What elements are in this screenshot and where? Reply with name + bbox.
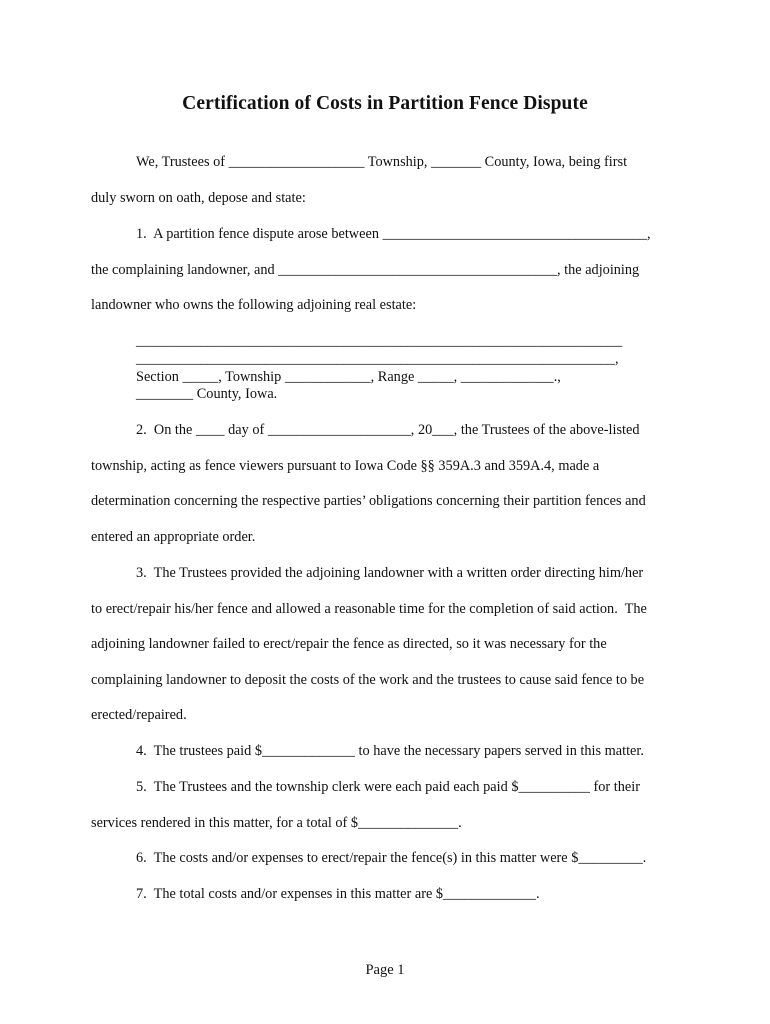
legal-description-line-2: ___________________________________________________________________,	[136, 351, 619, 367]
intro-line-2: duly sworn on oath, depose and state:	[91, 190, 306, 206]
paragraph-1-line-1: 1. A partition fence dispute arose between _____________________________________,	[136, 226, 651, 242]
intro-line-1: We, Trustees of ___________________ Township, _______ County, Iowa, being first	[136, 154, 628, 170]
paragraph-2-line-4: entered an appropriate order.	[91, 529, 256, 545]
paragraph-2-line-2: township, acting as fence viewers pursuant to Iowa Code §§ 359A.3 and 359A.4, made a	[91, 458, 600, 474]
legal-description-line-3: Section _____, Township ____________, Range _____, _____________.,	[136, 369, 561, 385]
paragraph-3-line-2: to erect/repair his/her fence and allowed a reasonable time for the completion of said action. The	[91, 601, 647, 617]
paragraph-3-line-4: complaining landowner to deposit the costs of the work and the trustees to cause said fence to be	[91, 672, 645, 688]
paragraph-2-line-3: determination concerning the respective parties’ obligations concerning their partition fences and	[91, 493, 646, 509]
paragraph-4-line-1: 4. The trustees paid $_____________ to have the necessary papers served in this matter.	[136, 743, 644, 759]
legal-description-line-1: ____________________________________________________________________	[136, 333, 623, 349]
document-title: Certification of Costs in Partition Fence Dispute	[182, 93, 588, 114]
paragraph-3-line-3: adjoining landowner failed to erect/repair the fence as directed, so it was necessary for the	[91, 636, 607, 652]
paragraph-3-line-5: erected/repaired.	[91, 707, 187, 723]
paragraph-6-line-1: 6. The costs and/or expenses to erect/repair the fence(s) in this matter were $_________.	[136, 850, 647, 866]
page-number: Page 1	[365, 962, 405, 978]
paragraph-3-line-1: 3. The Trustees provided the adjoining landowner with a written order directing him/her	[136, 565, 644, 581]
paragraph-1-line-3: landowner who owns the following adjoining real estate:	[91, 297, 417, 313]
paragraph-7-line-1: 7. The total costs and/or expenses in this matter are $_____________.	[136, 886, 540, 902]
paragraph-5-line-2: services rendered in this matter, for a total of $______________.	[91, 815, 462, 831]
paragraph-2-line-1: 2. On the ____ day of ____________________, 20___, the Trustees of the above-listed	[136, 422, 640, 438]
paragraph-1-line-2: the complaining landowner, and _______________________________________, the adjoining	[91, 262, 640, 278]
paragraph-5-line-1: 5. The Trustees and the township clerk were each paid each paid $__________ for their	[136, 779, 640, 795]
legal-description-line-4: ________ County, Iowa.	[136, 386, 278, 402]
